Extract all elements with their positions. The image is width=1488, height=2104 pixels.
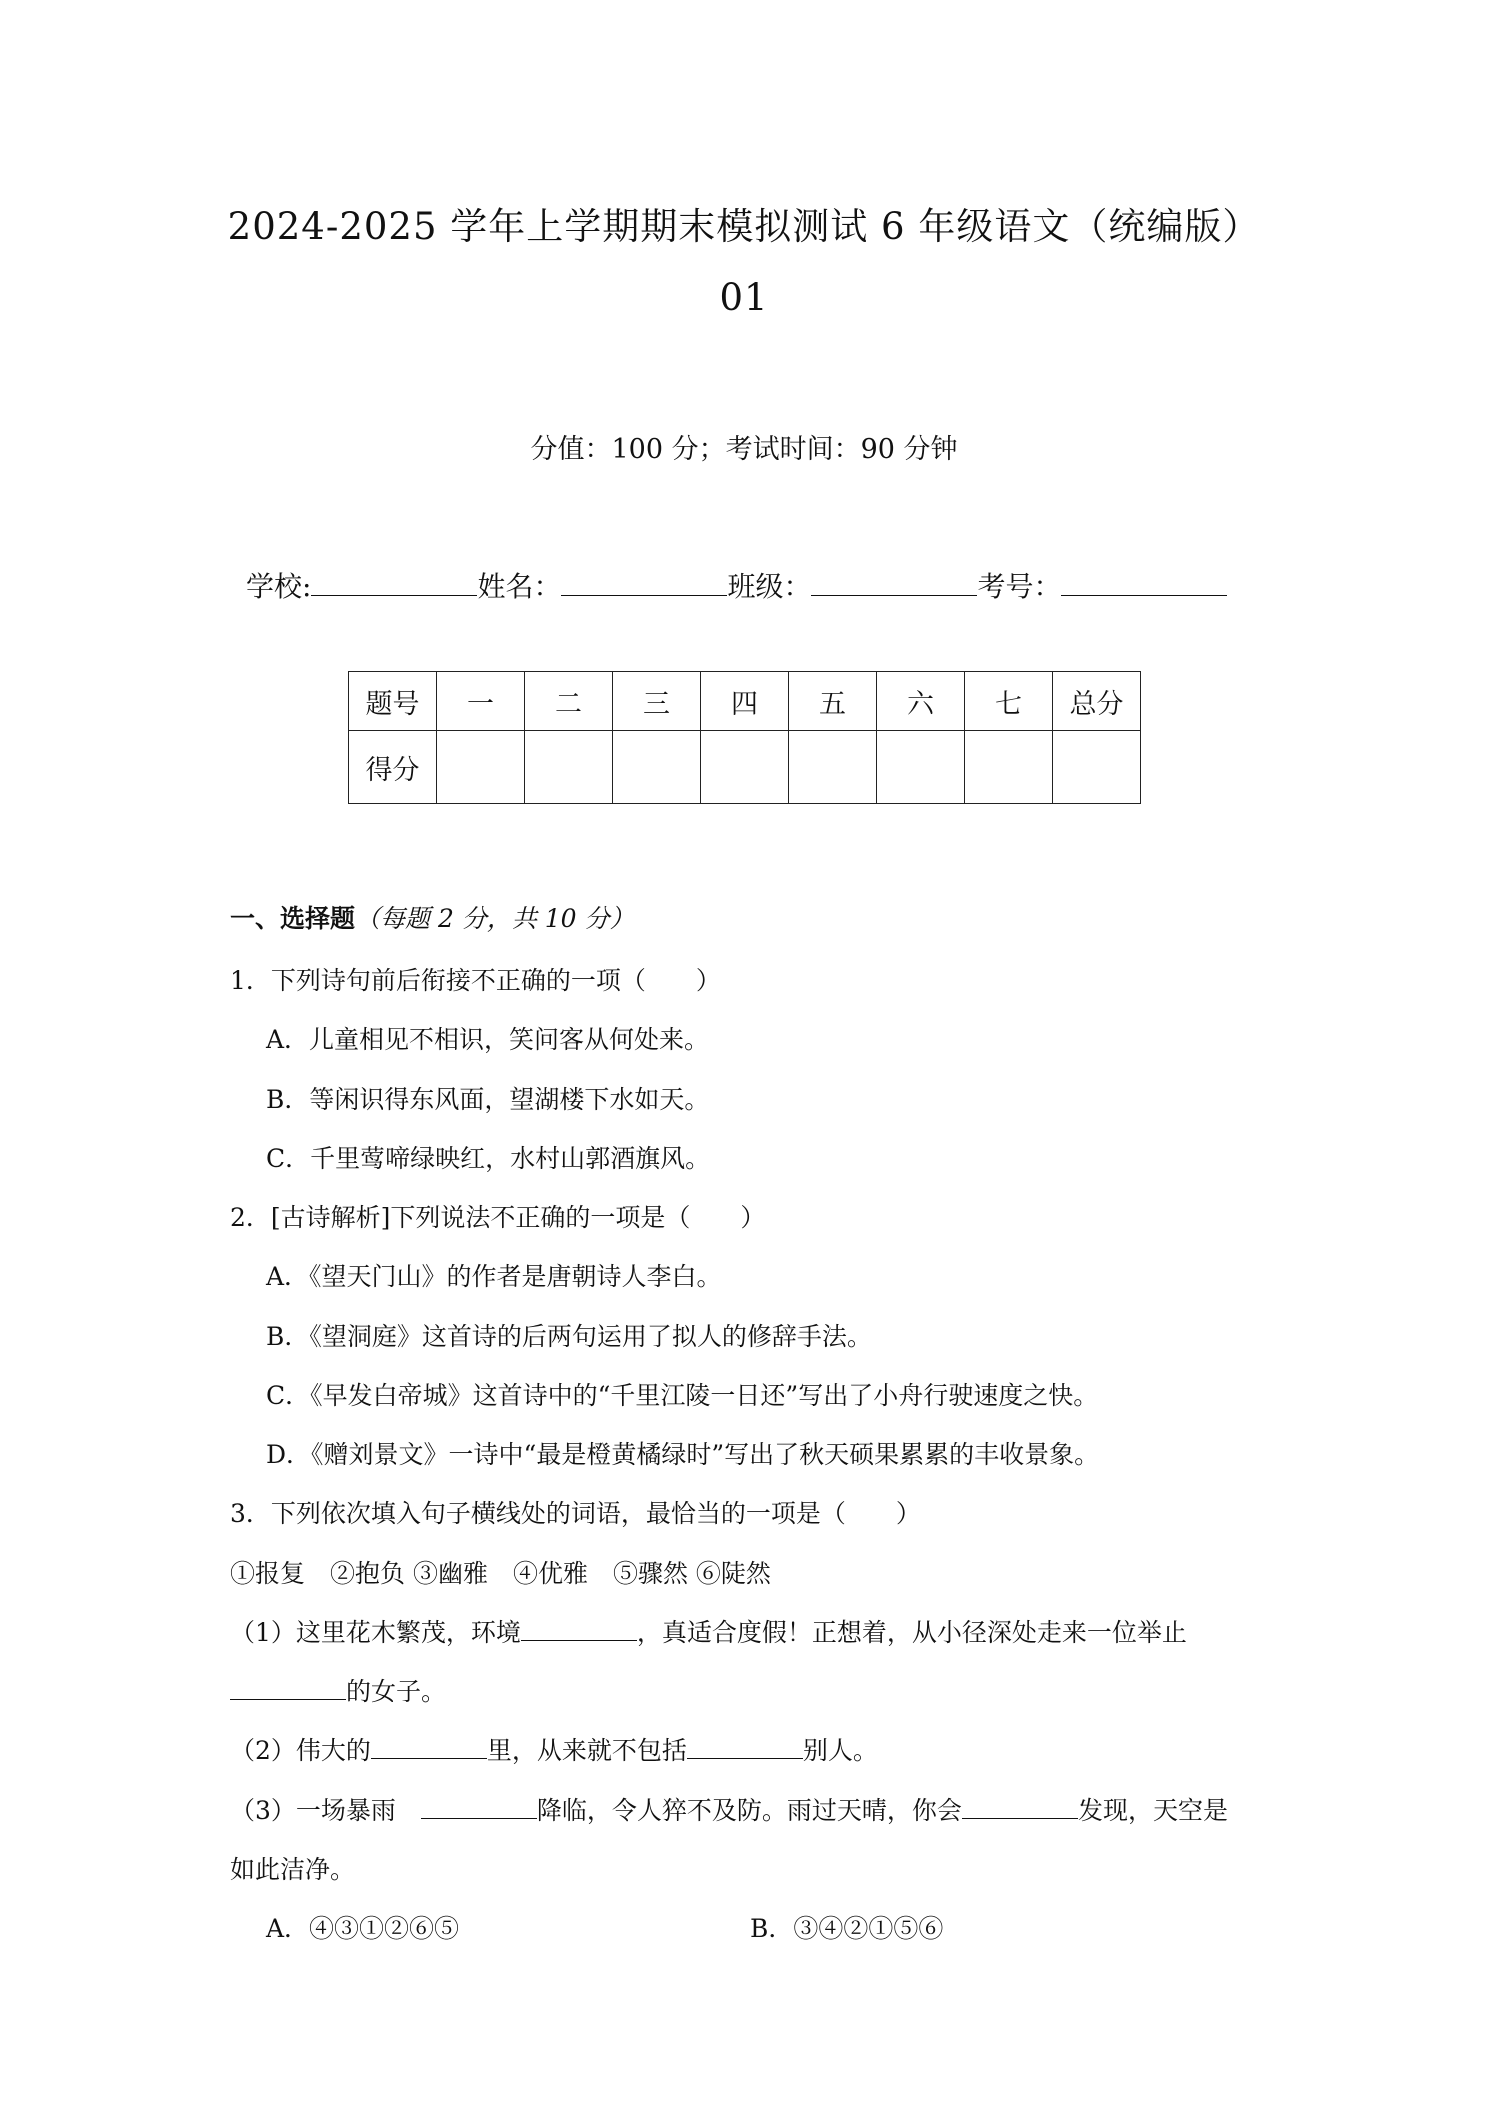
score-time-info: 分值：100 分；考试时间：90 分钟: [530, 434, 958, 465]
q3-sentence-1: [230, 1613, 1187, 1649]
sentence-text: ，真适合度假！正想着，从小径深处走来一位举止: [636, 1618, 1187, 1647]
class-label: 班级：: [727, 570, 812, 603]
q2-option-b: B．《望洞庭》这首诗的后两句运用了拟人的修辞手法。: [266, 1322, 872, 1351]
sentence-text: （2）伟大的: [230, 1736, 371, 1765]
q3-sentence-3: [230, 1791, 1228, 1827]
q3-sentence-3-cont: 如此洁净。: [230, 1855, 356, 1884]
school-label: 学校:: [246, 570, 312, 603]
score-cell[interactable]: [437, 731, 525, 804]
table-header-cell: 四: [701, 672, 789, 731]
q1-option-c: C．千里莺啼绿映红，水村山郭酒旗风。: [266, 1144, 711, 1173]
fill-blank[interactable]: [421, 1792, 537, 1819]
sentence-text: 的女子。: [346, 1677, 447, 1706]
score-table-header-row: [349, 672, 1141, 731]
score-cell[interactable]: [613, 731, 701, 804]
question-1-stem: 1．下列诗句前后衔接不正确的一项（ ）: [230, 966, 721, 995]
fill-blank[interactable]: [521, 1614, 637, 1641]
class-blank[interactable]: [811, 565, 977, 596]
school-blank[interactable]: [311, 565, 477, 596]
score-cell[interactable]: [701, 731, 789, 804]
sentence-text: 里，从来就不包括: [486, 1736, 687, 1765]
q2-option-a: A．《望天门山》的作者是唐朝诗人李白。: [266, 1262, 722, 1291]
sentence-text: 降临，令人猝不及防。雨过天晴，你会: [536, 1796, 962, 1825]
fill-blank[interactable]: [687, 1732, 803, 1759]
table-header-cell: 七: [965, 672, 1053, 731]
q3-sentence-2: [230, 1731, 878, 1767]
section-heading: [230, 899, 635, 935]
score-cell[interactable]: [1053, 731, 1141, 804]
q2-option-c: C．《早发白帝城》这首诗中的“千里江陵一日还”写出了小舟行驶速度之快。: [266, 1381, 1099, 1410]
q1-option-a: A．儿童相见不相识，笑问客从何处来。: [266, 1025, 710, 1054]
q1-option-b: B．等闲识得东风面，望湖楼下水如天。: [266, 1085, 710, 1114]
question-2-stem: 2．[古诗解析]下列说法不正确的一项是（ ）: [230, 1203, 766, 1232]
score-cell[interactable]: [965, 731, 1053, 804]
table-header-cell: 五: [789, 672, 877, 731]
student-info-row: [246, 565, 1227, 605]
score-cell[interactable]: [525, 731, 613, 804]
q3-word-list: ①报复 ②抱负 ③幽雅 ④优雅 ⑤骤然 ⑥陡然: [230, 1559, 771, 1588]
table-header-cell: 题号: [349, 672, 437, 731]
sentence-text: （3）一场暴雨: [230, 1796, 421, 1825]
name-label: 姓名：: [477, 570, 562, 603]
table-header-cell: 一: [437, 672, 525, 731]
fill-blank[interactable]: [230, 1673, 346, 1700]
fill-blank[interactable]: [371, 1732, 487, 1759]
q3-option-a: A．④③①②⑥⑤: [266, 1914, 460, 1943]
question-3-stem: 3．下列依次填入句子横线处的词语，最恰当的一项是（ ）: [230, 1499, 921, 1528]
q3-sentence-1-cont: [230, 1672, 446, 1708]
section-hint: （每题 2 分，共 10 分）: [355, 904, 635, 933]
score-table-score-row: [349, 731, 1141, 804]
name-blank[interactable]: [561, 565, 727, 596]
sentence-text: 发现，天空是: [1077, 1796, 1228, 1825]
table-header-cell: 二: [525, 672, 613, 731]
score-row-label: 得分: [349, 731, 437, 804]
table-header-cell: 总分: [1053, 672, 1141, 731]
sentence-text: （1）这里花木繁茂，环境: [230, 1618, 521, 1647]
q3-option-b: B．③④②①⑤⑥: [750, 1914, 944, 1943]
exam-number-blank[interactable]: [1061, 565, 1227, 596]
score-table: [348, 671, 1141, 804]
document-title: 2024-2025 学年上学期期末模拟测试 6 年级语文（统编版）: [227, 205, 1261, 248]
table-header-cell: 三: [613, 672, 701, 731]
section-title: 一、选择题: [230, 904, 356, 933]
q2-option-d: D．《赠刘景文》一诗中“最是橙黄橘绿时”写出了秋天硕果累累的丰收景象。: [266, 1440, 1100, 1469]
sentence-text: 别人。: [802, 1736, 878, 1765]
fill-blank[interactable]: [962, 1792, 1078, 1819]
table-header-cell: 六: [877, 672, 965, 731]
document-title-number: 01: [719, 276, 769, 319]
score-cell[interactable]: [877, 731, 965, 804]
score-cell[interactable]: [789, 731, 877, 804]
exam-number-label: 考号：: [977, 570, 1062, 603]
